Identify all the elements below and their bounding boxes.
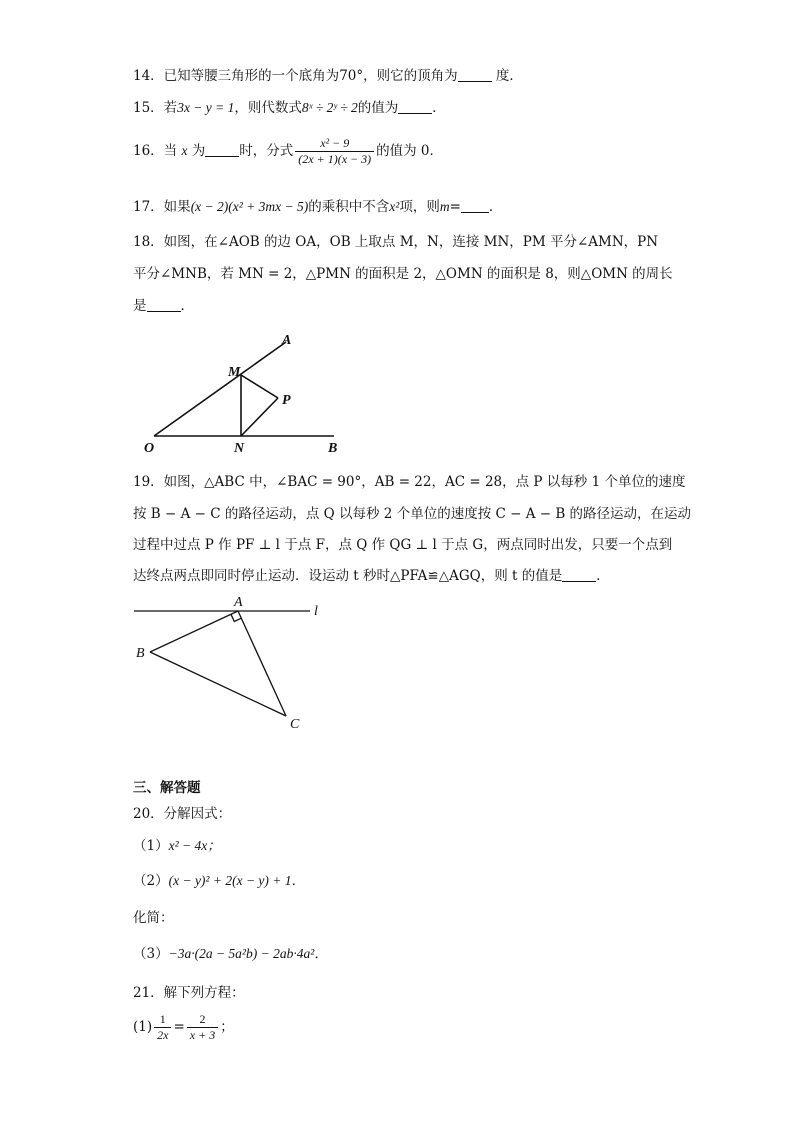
q17-end: ． xyxy=(488,199,503,215)
simplify-label: 化简： xyxy=(133,910,174,926)
q15-text: 15．若 xyxy=(133,100,178,116)
question-18-line-2: 平分∠MNB，若 MN = 2，△PMN 的面积是 2，△OMN 的面积是 8，则△OMN 的周长 xyxy=(133,266,673,282)
q19-figure xyxy=(128,592,338,738)
question-20-part-1 xyxy=(133,836,221,856)
q14-angle: 70° xyxy=(339,68,364,84)
q17-var: m xyxy=(439,199,450,214)
section-heading: 三、解答题 xyxy=(133,780,201,796)
question-19-line-2: 按 B − A − C 的路径运动，点 Q 以每秒 2 个单位的速度按 C − A − B 的路径运动，在运动 xyxy=(133,506,692,522)
q15-condition: 3x − y = 1 xyxy=(177,100,235,115)
answer-blank xyxy=(562,567,596,582)
lhs-fraction xyxy=(154,1012,171,1043)
answer-blank xyxy=(398,99,432,114)
label-p: P xyxy=(282,393,291,408)
q18-text: 是 xyxy=(133,298,147,314)
question-20-part-2 xyxy=(133,871,305,891)
q19-end: ． xyxy=(596,568,610,584)
rhs-fraction xyxy=(187,1012,218,1043)
answer-blank xyxy=(205,142,239,157)
question-21-part-1 xyxy=(133,1010,234,1044)
q19-text: 达终点两点即同时停止运动．设运动 t 秒时△PFA≌△AGQ，则 t 的值是 xyxy=(133,568,563,584)
question-19-line-1: 19．如图，△ABC 中，∠BAC = 90°，AB = 22，AC = 28，点 P 以每秒 1 个单位的速度 xyxy=(133,474,686,490)
q17-expression: (x − 2)(x² + 3mx − 5) xyxy=(190,199,309,214)
q16-var: x xyxy=(181,143,188,158)
fraction-denominator: (2x + 1)(x − 3) xyxy=(298,152,372,166)
fraction-denominator: 2x xyxy=(157,1028,169,1042)
part-label: （1） xyxy=(133,838,169,854)
fraction-numerator: 2 xyxy=(199,1012,206,1026)
q16-text-2: 为 xyxy=(191,143,206,159)
q14-text-2: ，则它的顶角为 xyxy=(363,68,458,84)
ray-oa xyxy=(154,342,286,436)
q15-expression: 8ˣ ÷ 2ʸ ÷ 2 xyxy=(301,100,358,115)
label-l: l xyxy=(314,604,318,619)
q17-term: x² xyxy=(389,199,400,214)
question-16 xyxy=(133,134,443,168)
part-label: （3） xyxy=(133,946,169,962)
q15-end: ． xyxy=(432,100,446,116)
part-label: (1) xyxy=(133,1019,153,1035)
equals-sign: = xyxy=(173,1019,185,1035)
fraction-numerator: 1 xyxy=(159,1012,166,1026)
fraction-numerator: x² − 9 xyxy=(320,136,350,150)
q17-equals: = xyxy=(449,199,461,215)
question-20-part-3 xyxy=(133,944,328,964)
segment-mp xyxy=(241,375,278,398)
segment-bc xyxy=(150,652,286,716)
part-expression: x² − 4x； xyxy=(168,838,221,853)
q16-text-3: 时，分式 xyxy=(239,143,294,159)
q17-text-3: 项，则 xyxy=(399,199,440,215)
segment-ab xyxy=(150,611,238,652)
question-20-title: 20．分解因式： xyxy=(133,806,232,822)
answer-blank xyxy=(458,67,492,82)
question-18-line-3 xyxy=(133,296,194,316)
part-label: （2） xyxy=(133,873,169,889)
part-expression: (x − y)² + 2(x − y) + 1． xyxy=(168,873,306,888)
question-19-line-3: 过程中过点 P 作 PF ⊥ l 于点 F，点 Q 作 QG ⊥ l 于点 G，两点同时出发，只要一个点到 xyxy=(133,537,673,553)
q15-text-2: ，则代数式 xyxy=(234,100,302,116)
answer-blank xyxy=(461,198,489,213)
label-a: A xyxy=(234,595,243,610)
question-17 xyxy=(133,197,502,217)
q17-text-2: 的乘积中不含 xyxy=(308,199,390,215)
q18-figure xyxy=(140,328,360,460)
label-b: B xyxy=(136,646,145,661)
fraction-denominator: x + 3 xyxy=(189,1028,216,1042)
label-n: N xyxy=(234,441,245,456)
question-21-title: 21．解下列方程： xyxy=(133,985,245,1001)
label-b: B xyxy=(328,441,338,456)
part-expression: −3a·(2a − 5a²b) − 2ab·4a²． xyxy=(168,946,328,961)
label-o: O xyxy=(144,441,155,456)
q14-suffix: 度． xyxy=(495,68,523,84)
label-a: A xyxy=(282,333,292,348)
label-m: M xyxy=(228,365,241,380)
q18-end: ． xyxy=(180,298,194,314)
question-18-line-1: 18．如图，在∠AOB 的边 OA，OB 上取点 M，N，连接 MN，PM 平分∠AMN，PN xyxy=(133,234,659,250)
question-15 xyxy=(133,98,446,118)
answer-blank xyxy=(147,297,181,312)
q16-fraction xyxy=(295,136,374,167)
q17-text: 17．如果 xyxy=(133,199,191,215)
segment-ac xyxy=(238,611,286,716)
q16-text: 16．当 xyxy=(133,143,178,159)
q14-text: 14．已知等腰三角形的一个底角为 xyxy=(133,68,340,84)
question-19-line-4 xyxy=(133,566,610,586)
question-14 xyxy=(133,66,523,86)
label-c: C xyxy=(290,717,300,732)
q21-end: ； xyxy=(220,1019,234,1035)
q15-text-3: 的值为 xyxy=(357,100,399,116)
segment-pn xyxy=(241,398,278,436)
q16-suffix: 的值为 0． xyxy=(376,143,444,159)
